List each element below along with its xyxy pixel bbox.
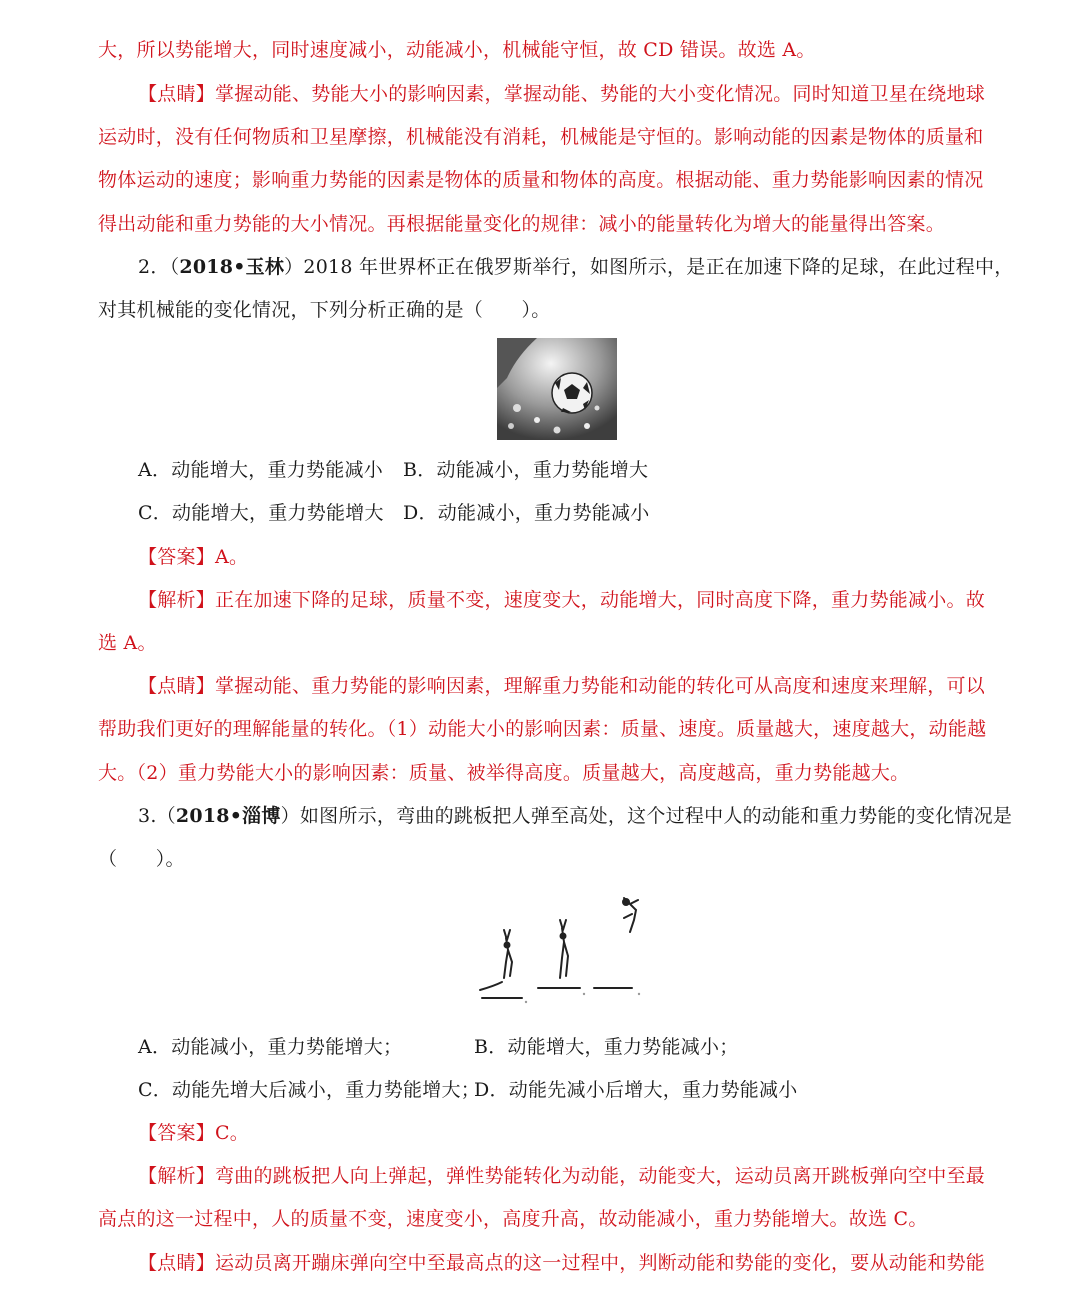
question-number: 3.（: [138, 805, 176, 827]
question-text: ）2018 年世界杯正在俄罗斯举行，如图所示，是正在加速下降的足球，在此过程中，: [284, 256, 1014, 278]
question-2-stem: [138, 254, 1028, 280]
soccer-ball-image: [497, 338, 617, 440]
question-number: 2．（: [138, 256, 180, 278]
question-source: 2018•淄博: [175, 805, 281, 827]
option-d: D．动能减小，重力势能减小: [403, 502, 650, 524]
text-line: 选 A。: [98, 632, 157, 654]
text-line: 高点的这一过程中，人的质量不变，速度变小，高度升高，故动能减小，重力势能增大。故选 C。: [98, 1208, 928, 1230]
answer: 【答案】A。: [138, 546, 249, 568]
answer: 【答案】C。: [138, 1122, 250, 1144]
option-a: A．动能减小，重力势能增大；: [138, 1036, 403, 1058]
text-line: 【解析】弯曲的跳板把人向上弹起，弹性势能转化为动能，动能变大，运动员离开跳板弹向空中至最: [138, 1165, 986, 1187]
text-line: 【解析】正在加速下降的足球，质量不变，速度变大，动能增大，同时高度下降，重力势能减小。故: [138, 589, 986, 611]
text-line: 得出动能和重力势能的大小情况。再根据能量变化的规律：减小的能量转化为增大的能量得出答案。: [98, 213, 946, 235]
text-line: 物体运动的速度；影响重力势能的因素是物体的质量和物体的高度。根据动能、重力势能影响因素的情况: [98, 169, 984, 191]
text-line: 大。（2）重力势能大小的影响因素：质量、被举得高度。质量越大，高度越高，重力势能越大。: [98, 762, 910, 784]
question-3-stem: [138, 803, 1028, 829]
question-text: ）如图所示，弯曲的跳板把人弹至高处，这个过程中人的动能和重力势能的变化情况是: [280, 805, 1013, 827]
text-line: 【点睛】运动员离开蹦床弹向空中至最高点的这一过程中，判断动能和势能的变化，要从动能和势能: [138, 1252, 986, 1274]
springboard-diver-image: [474, 890, 654, 1008]
text-line: 大，所以势能增大，同时速度减小，动能减小，机械能守恒，故 CD 错误。故选 A。: [98, 39, 816, 61]
text-line: 【点睛】掌握动能、势能大小的影响因素，掌握动能、势能的大小变化情况。同时知道卫星在绕地球: [138, 83, 986, 105]
text-line: 对其机械能的变化情况，下列分析正确的是（ ）。: [98, 299, 551, 321]
text-line: 运动时，没有任何物质和卫星摩擦，机械能没有消耗，机械能是守恒的。影响动能的因素是物体的质量和: [98, 126, 984, 148]
text-line: 【点睛】掌握动能、重力势能的影响因素，理解重力势能和动能的转化可从高度和速度来理解，可以: [138, 675, 986, 697]
option-c: C．动能增大，重力势能增大: [138, 502, 384, 524]
text-line: （ ）。: [98, 848, 185, 870]
option-b: B．动能增大，重力势能减小；: [474, 1036, 739, 1058]
option-b: B．动能减小，重力势能增大: [403, 459, 649, 481]
option-d: D．动能先减小后增大，重力势能减小: [474, 1079, 798, 1101]
text-line: 帮助我们更好的理解能量的转化。（1）动能大小的影响因素：质量、速度。质量越大，速度越大，动能越: [98, 718, 987, 740]
question-source: 2018•玉林: [179, 256, 285, 278]
option-c: C．动能先增大后减小，重力势能增大；: [138, 1079, 481, 1101]
option-a: A．动能增大，重力势能减小: [138, 459, 383, 481]
